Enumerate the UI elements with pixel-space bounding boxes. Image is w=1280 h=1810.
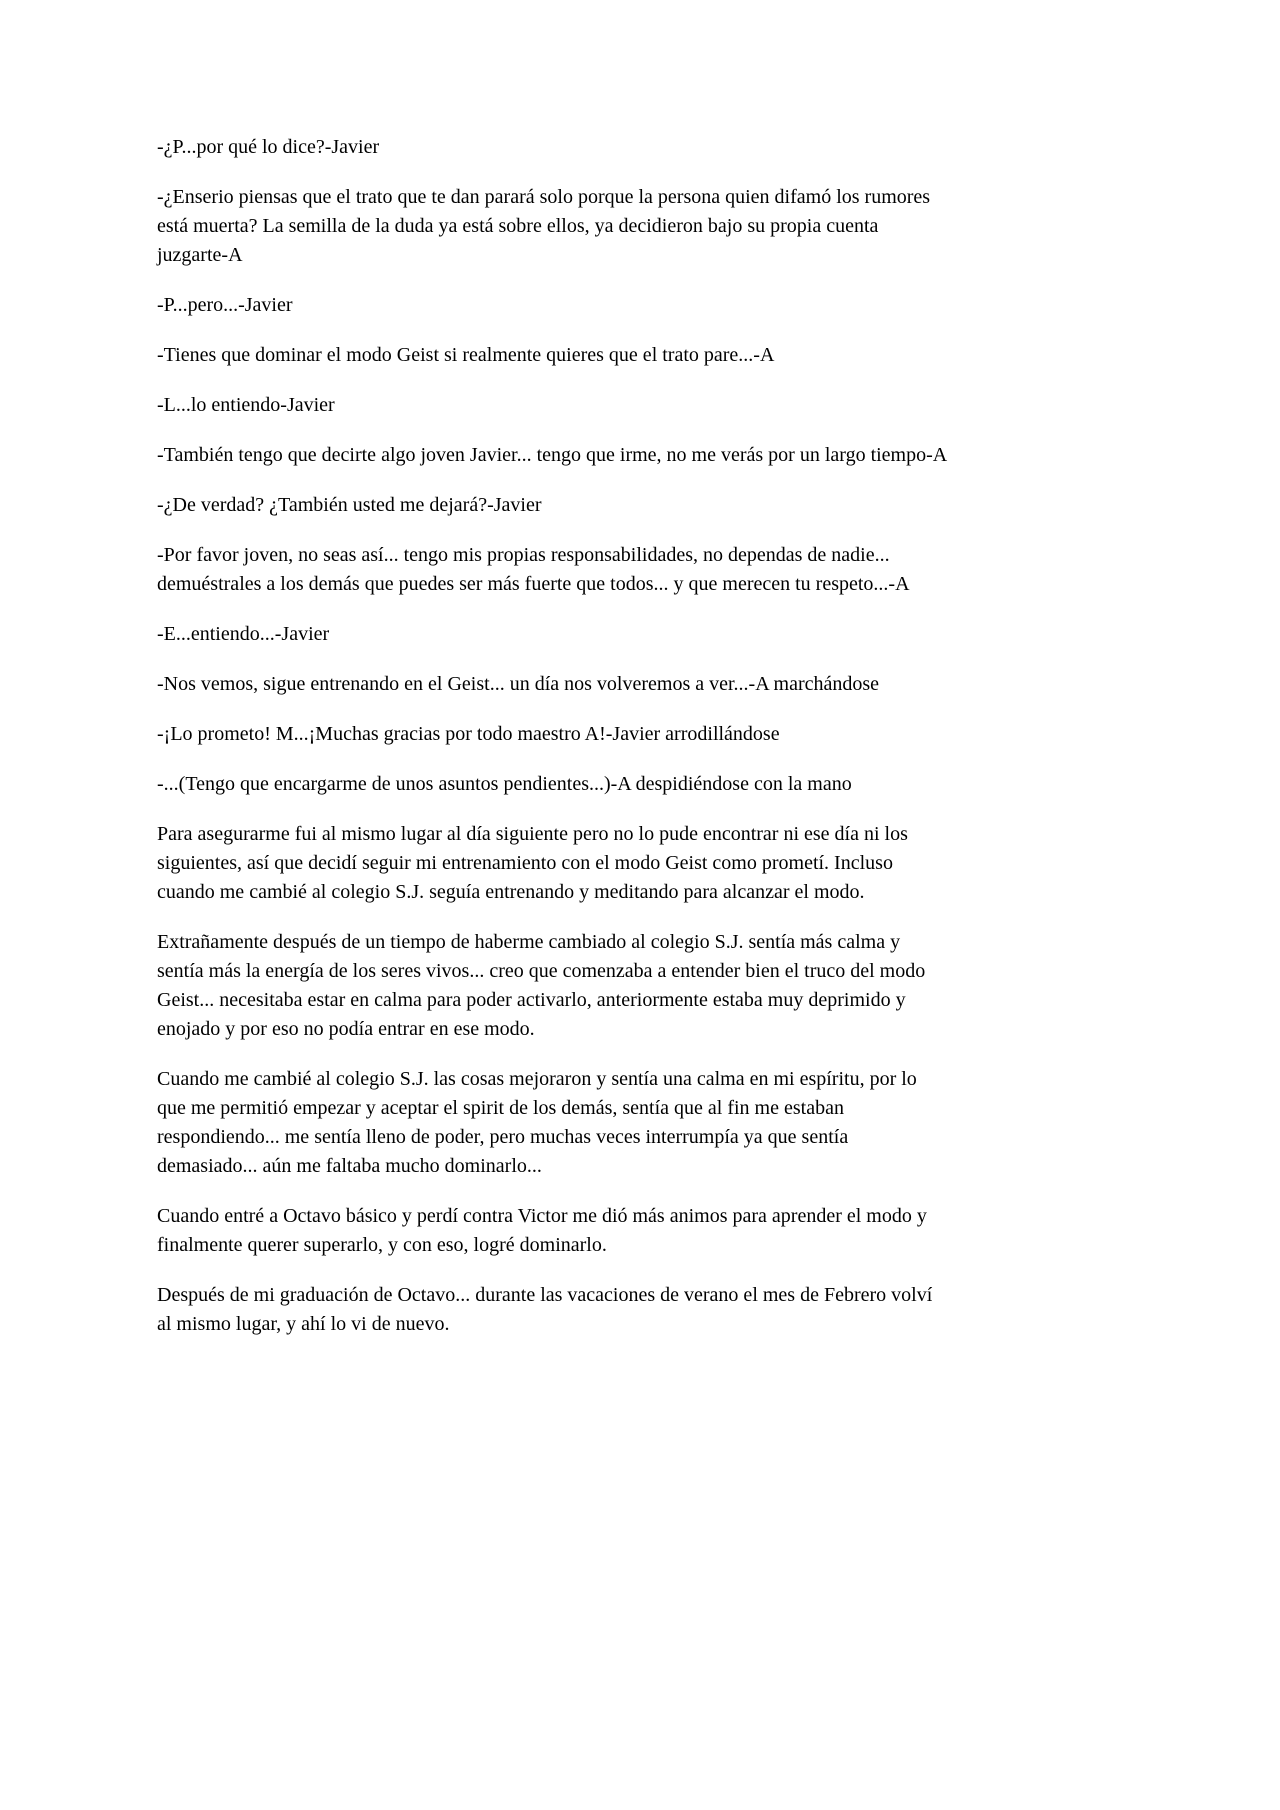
paragraph: -Nos vemos, sigue entrenando en el Geist... un día nos volveremos a ver...-A marchándose bbox=[157, 673, 880, 695]
paragraph: -E...entiendo...-Javier bbox=[157, 623, 330, 645]
paragraph: -¡Lo prometo! M...¡Muchas gracias por todo maestro A!-Javier arrodillándose bbox=[157, 723, 780, 745]
paragraph: Extrañamente después de un tiempo de haberme cambiado al colegio S.J. sentía más calma y sentía más la energía de los seres vivos... creo que comenzaba a entender bien el truco del modo Geist... necesitaba estar en calma para poder activarlo, anteriormente estaba muy deprimido y enojado y por eso no podía entrar en ese modo. bbox=[157, 931, 926, 1040]
paragraph: Cuando me cambié al colegio S.J. las cosas mejoraron y sentía una calma en mi espíritu, por lo que me permitió empezar y aceptar el spirit de los demás, sentía que al fin me estaban respondiendo... me sentía lleno de poder, pero muchas veces interrumpía ya que sentía demasiado... aún me faltaba mucho dominarlo... bbox=[157, 1068, 917, 1177]
paragraph: -L...lo entiendo-Javier bbox=[157, 394, 335, 416]
paragraph: Para asegurarme fui al mismo lugar al día siguiente pero no lo pude encontrar ni ese día ni los siguientes, así que decidí seguir mi entrenamiento con el modo Geist como prometí. Incluso cuando me cambié al colegio S.J. seguía entrenando y meditando para alcanzar el modo. bbox=[157, 823, 908, 903]
paragraph: -¿Enserio piensas que el trato que te dan parará solo porque la persona quien difamó los rumores está muerta? La semilla de la duda ya está sobre ellos, ya decidieron bajo su propia cuenta juzgarte-A bbox=[157, 186, 931, 266]
paragraph: Cuando entré a Octavo básico y perdí contra Victor me dió más animos para aprender el modo y finalmente querer superarlo, y con eso, logré dominarlo. bbox=[157, 1205, 927, 1256]
paragraph: -Por favor joven, no seas así... tengo mis propias responsabilidades, no dependas de nadie... demuéstrales a los demás que puedes ser más fuerte que todos... y que merecen tu respeto...-A bbox=[157, 544, 910, 595]
paragraph: -¿De verdad? ¿También usted me dejará?-Javier bbox=[157, 494, 542, 516]
paragraph: -P...pero...-Javier bbox=[157, 294, 293, 316]
paragraph: -Tienes que dominar el modo Geist si realmente quieres que el trato pare...-A bbox=[157, 344, 775, 366]
document-content bbox=[157, 133, 950, 1339]
paragraph: -...(Tengo que encargarme de unos asuntos pendientes...)-A despidiéndose con la mano bbox=[157, 773, 852, 795]
paragraph: -¿P...por qué lo dice?-Javier bbox=[157, 136, 380, 158]
paragraph: -También tengo que decirte algo joven Javier... tengo que irme, no me verás por un largo tiempo-A bbox=[157, 444, 948, 466]
paragraph: Después de mi graduación de Octavo... durante las vacaciones de verano el mes de Febrero volví al mismo lugar, y ahí lo vi de nuevo. bbox=[157, 1284, 933, 1335]
